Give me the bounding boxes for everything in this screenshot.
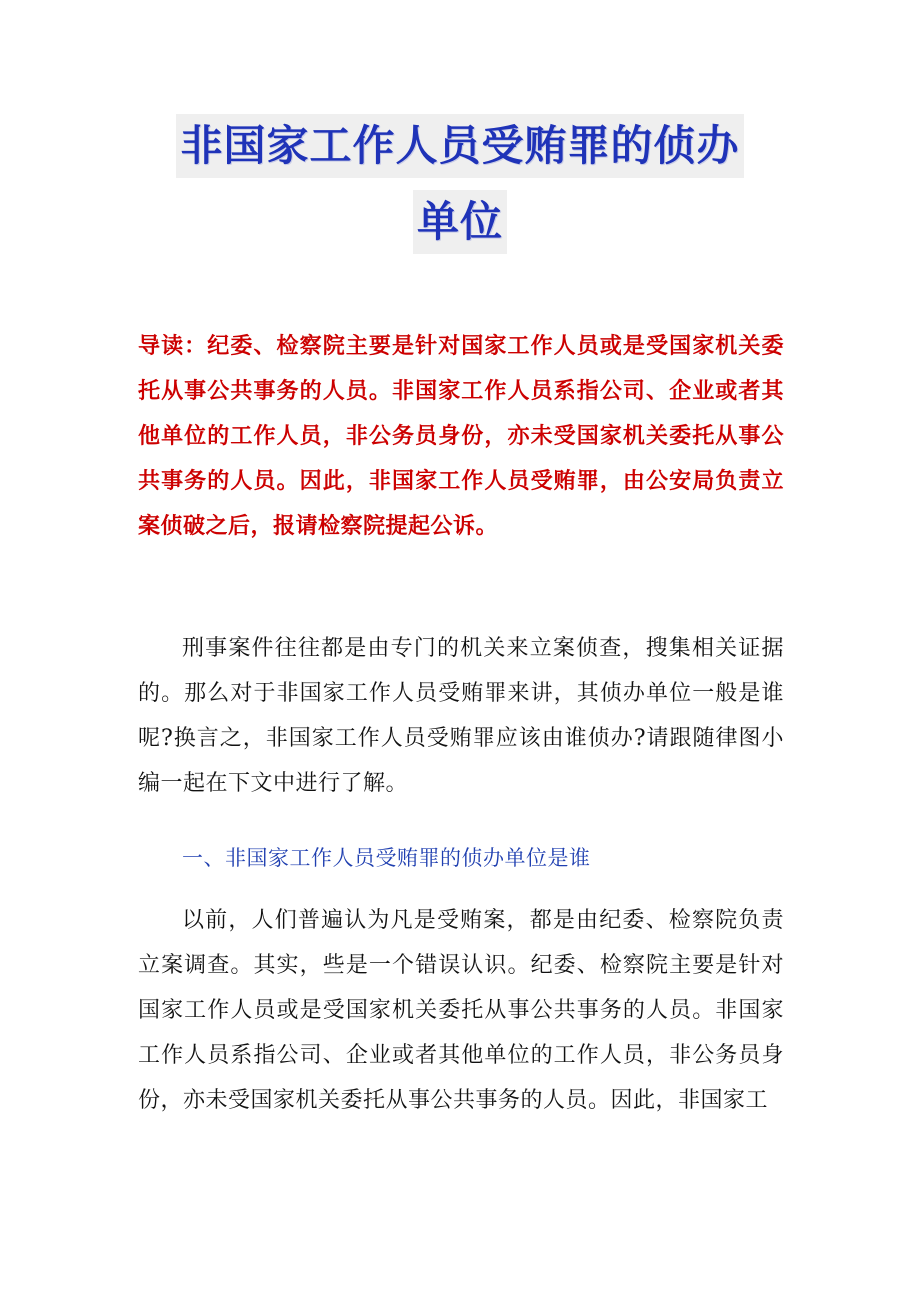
body-paragraph-2: 以前，人们普遍认为凡是受贿案，都是由纪委、检察院负责立案调查。其实，些是一个错误认识。纪委、检察院主要是针对国家工作人员或是受国家机关委托从事公共事务的人员。非国家工作人员系指公司、企业或者其他单位的工作人员，非公务员身份，亦未受国家机关委托从事公共事务的人员。因此，非国家工: [138, 908, 784, 1113]
intro-summary: 导读：纪委、检察院主要是针对国家工作人员或是受国家机关委托从事公共事务的人员。非国家工作人员系指公司、企业或者其他单位的工作人员，非公务员身份，亦未受国家机关委托从事公共事务的人员。因此，非国家工作人员受贿罪，由公安局负责立案侦破之后，报请检察院提起公诉。: [138, 334, 784, 539]
section-heading-1: 一、非国家工作人员受贿罪的侦办单位是谁: [182, 846, 591, 870]
body-paragraph-1: 刑事案件往往都是由专门的机关来立案侦查，搜集相关证据的。那么对于非国家工作人员受贿罪来讲，其侦办单位一般是谁呢?换言之，非国家工作人员受贿罪应该由谁侦办?请跟随律图小编一起在下文中进行了解。: [138, 636, 784, 796]
title-line-2: 单位: [413, 190, 507, 254]
document-title: [0, 114, 920, 254]
title-line-1: 非国家工作人员受贿罪的侦办: [176, 114, 743, 178]
